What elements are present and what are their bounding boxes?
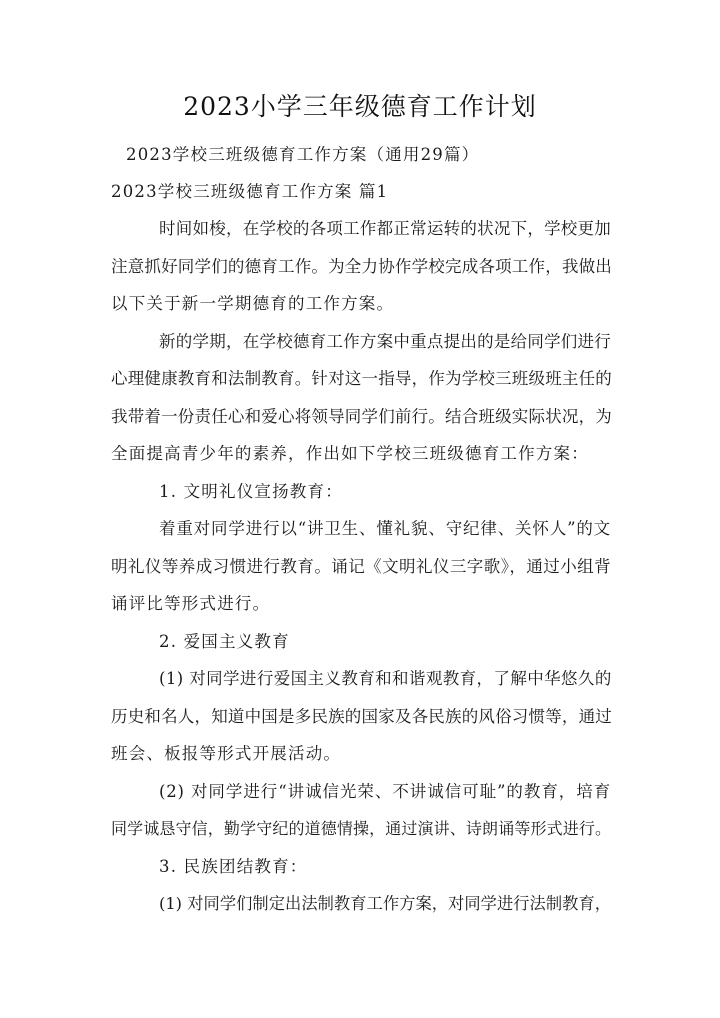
paragraph-line: (1) 对同学进行爱国主义教育和和谐观教育，了解中华悠久的 (159, 669, 612, 688)
document-subtitle: 2023学校三班级德育工作方案（通用29篇） (126, 145, 480, 164)
list-heading: 2. 爱国主义教育 (159, 632, 290, 651)
paragraph-line: 着重对同学进行以“讲卫生、懂礼貌、守纪律、关怀人”的文 (159, 519, 611, 538)
paragraph-line: 新的学期，在学校德育工作方案中重点提出的是给同学们进行 (159, 332, 611, 351)
list-heading: 1. 文明礼仪宣扬教育： (159, 482, 343, 501)
paragraph-line: (1) 对同学们制定出法制教育工作方案，对同学进行法制教育， (159, 894, 611, 913)
paragraph-line: 注意抓好同学们的德育工作。为全力协作学校完成各项工作，我做出 (111, 257, 612, 276)
paragraph-line: 以下关于新一学期德育的工作方案。 (111, 294, 395, 313)
paragraph-line: 时间如梭，在学校的各项工作都正常运转的状况下，学校更加 (159, 219, 611, 238)
paragraph-line: 同学诚恳守信，勤学守纪的道德情操，通过演讲、诗朗诵等形式进行。 (111, 819, 611, 838)
paragraph-line: 我带着一份责任心和爱心将领导同学们前行。结合班级实际状况，为 (111, 407, 612, 426)
paragraph-line: 全面提高青少年的素养，作出如下学校三班级德育工作方案： (111, 444, 589, 463)
paragraph-line: 心理健康教育和法制教育。针对这一指导，作为学校三班级班主任的 (111, 369, 612, 388)
paragraph-line: (2) 对同学进行“讲诚信光荣、不讲诚信可耻”的教育，培育 (159, 782, 611, 801)
paragraph-line: 历史和名人，知道中国是多民族的国家及各民族的风俗习惯等，通过 (111, 707, 612, 726)
paragraph-line: 明礼仪等养成习惯进行教育。诵记《文明礼仪三字歌》，通过小组背 (111, 557, 611, 576)
section-heading: 2023学校三班级德育工作方案 篇1 (111, 182, 389, 201)
document-title: 2023小学三年级德育工作计划 (183, 92, 537, 121)
paragraph-line: 诵评比等形式进行。 (111, 594, 271, 613)
paragraph-line: 班会、板报等形式开展活动。 (111, 744, 342, 763)
list-heading: 3. 民族团结教育： (159, 857, 308, 876)
